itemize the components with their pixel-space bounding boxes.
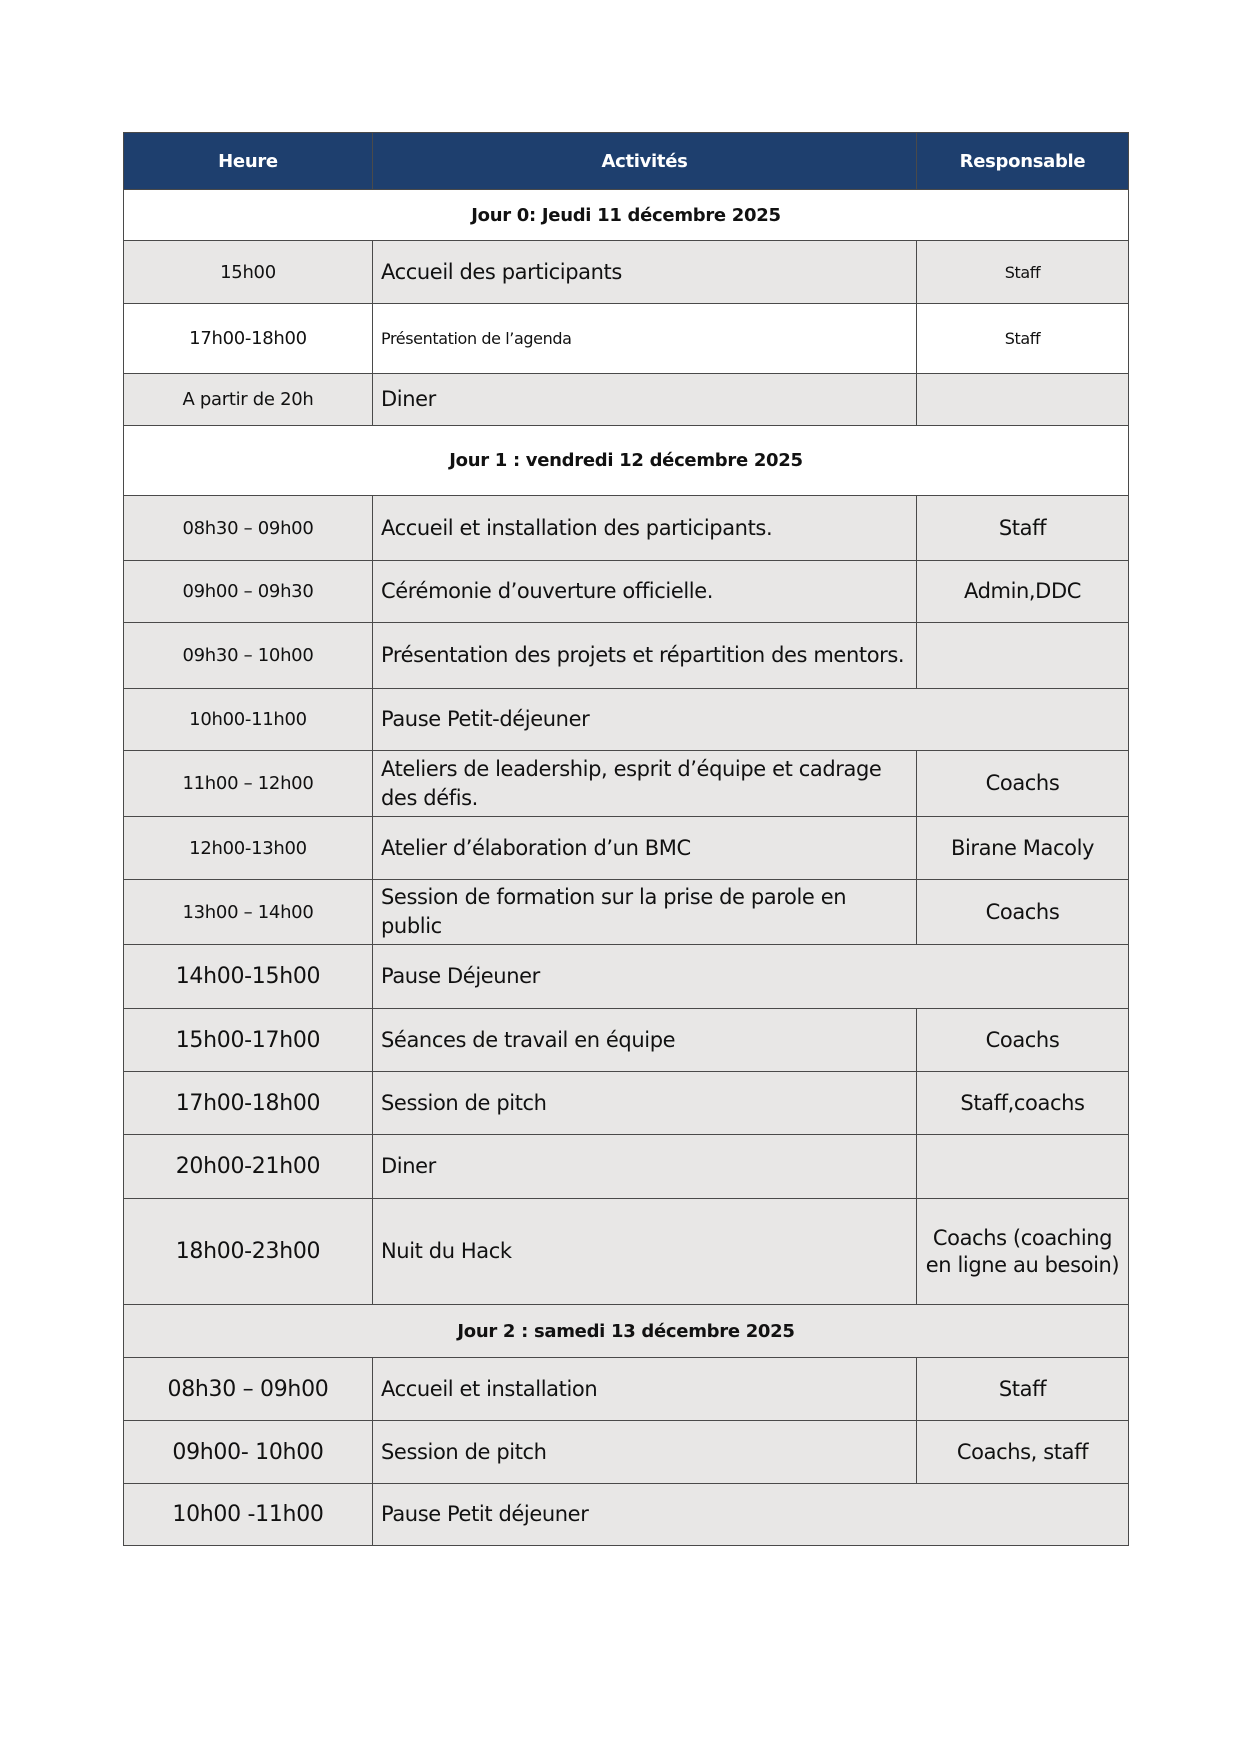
- cell-responsable: Coachs: [917, 1009, 1129, 1072]
- cell-heure: 18h00-23h00: [124, 1199, 373, 1305]
- cell-heure: 12h00-13h00: [124, 817, 373, 880]
- table-row: [124, 1009, 1129, 1072]
- cell-activite: Diner: [373, 1135, 917, 1199]
- cell-responsable: Coachs: [917, 751, 1129, 817]
- table-row: [124, 561, 1129, 623]
- cell-heure: 09h30 – 10h00: [124, 623, 373, 689]
- table-row: [124, 751, 1129, 817]
- cell-heure: 13h00 – 14h00: [124, 880, 373, 945]
- cell-responsable: Coachs (coaching en ligne au besoin): [917, 1199, 1129, 1305]
- table-row: [124, 374, 1129, 426]
- cell-responsable: Staff: [917, 496, 1129, 561]
- table-row: [124, 880, 1129, 945]
- day-header-row: [124, 426, 1129, 496]
- cell-responsable: Coachs, staff: [917, 1421, 1129, 1484]
- cell-heure: 14h00-15h00: [124, 945, 373, 1009]
- cell-activite: Nuit du Hack: [373, 1199, 917, 1305]
- cell-responsable: Coachs: [917, 880, 1129, 945]
- cell-heure: 11h00 – 12h00: [124, 751, 373, 817]
- cell-responsable: Admin,DDC: [917, 561, 1129, 623]
- cell-heure: 08h30 – 09h00: [124, 496, 373, 561]
- table-row: [124, 945, 1129, 1009]
- table-row: [124, 623, 1129, 689]
- day-title: Jour 1 : vendredi 12 décembre 2025: [124, 426, 1129, 496]
- cell-activite: Session de formation sur la prise de parole en public: [373, 880, 917, 945]
- cell-responsable: [917, 374, 1129, 426]
- day-header-row: [124, 190, 1129, 241]
- cell-heure: 15h00-17h00: [124, 1009, 373, 1072]
- cell-heure: 20h00-21h00: [124, 1135, 373, 1199]
- cell-responsable: Staff,coachs: [917, 1072, 1129, 1135]
- cell-heure: 10h00-11h00: [124, 689, 373, 751]
- cell-activite: Session de pitch: [373, 1421, 917, 1484]
- cell-activite: Séances de travail en équipe: [373, 1009, 917, 1072]
- cell-heure: A partir de 20h: [124, 374, 373, 426]
- cell-heure: 15h00: [124, 241, 373, 304]
- cell-activite: Pause Déjeuner: [373, 945, 1129, 1009]
- table-row: [124, 241, 1129, 304]
- cell-responsable: Birane Macoly: [917, 817, 1129, 880]
- cell-heure: 08h30 – 09h00: [124, 1358, 373, 1421]
- table-row: [124, 1135, 1129, 1199]
- day-header-row: [124, 1305, 1129, 1358]
- agenda-table: [123, 132, 1129, 1546]
- table-row: [124, 817, 1129, 880]
- cell-activite: Présentation de l’agenda: [373, 304, 917, 374]
- cell-heure: 17h00-18h00: [124, 304, 373, 374]
- table-row: [124, 1199, 1129, 1305]
- column-header-heure: Heure: [124, 133, 373, 190]
- cell-activite: Pause Petit-déjeuner: [373, 689, 1129, 751]
- cell-responsable: Staff: [917, 241, 1129, 304]
- cell-activite: Pause Petit déjeuner: [373, 1484, 1129, 1546]
- cell-activite: Accueil et installation: [373, 1358, 917, 1421]
- cell-activite: Présentation des projets et répartition des mentors.: [373, 623, 917, 689]
- cell-heure: 09h00- 10h00: [124, 1421, 373, 1484]
- table-row: [124, 1484, 1129, 1546]
- table-header-row: [124, 133, 1129, 190]
- cell-heure: 17h00-18h00: [124, 1072, 373, 1135]
- cell-activite: Cérémonie d’ouverture officielle.: [373, 561, 917, 623]
- table-row: [124, 1072, 1129, 1135]
- table-row: [124, 1358, 1129, 1421]
- cell-responsable: Staff: [917, 304, 1129, 374]
- cell-heure: 10h00 -11h00: [124, 1484, 373, 1546]
- table-row: [124, 1421, 1129, 1484]
- cell-activite: Accueil et installation des participants.: [373, 496, 917, 561]
- cell-responsable: Staff: [917, 1358, 1129, 1421]
- day-title: Jour 0: Jeudi 11 décembre 2025: [124, 190, 1129, 241]
- cell-activite: Accueil des participants: [373, 241, 917, 304]
- cell-activite: Atelier d’élaboration d’un BMC: [373, 817, 917, 880]
- column-header-activites: Activités: [373, 133, 917, 190]
- cell-responsable: [917, 1135, 1129, 1199]
- table-row: [124, 496, 1129, 561]
- column-header-responsable: Responsable: [917, 133, 1129, 190]
- cell-heure: 09h00 – 09h30: [124, 561, 373, 623]
- cell-responsable: [917, 623, 1129, 689]
- cell-activite: Diner: [373, 374, 917, 426]
- cell-activite: Session de pitch: [373, 1072, 917, 1135]
- table-row: [124, 689, 1129, 751]
- day-title: Jour 2 : samedi 13 décembre 2025: [124, 1305, 1129, 1358]
- cell-activite: Ateliers de leadership, esprit d’équipe et cadrage des défis.: [373, 751, 917, 817]
- table-row: [124, 304, 1129, 374]
